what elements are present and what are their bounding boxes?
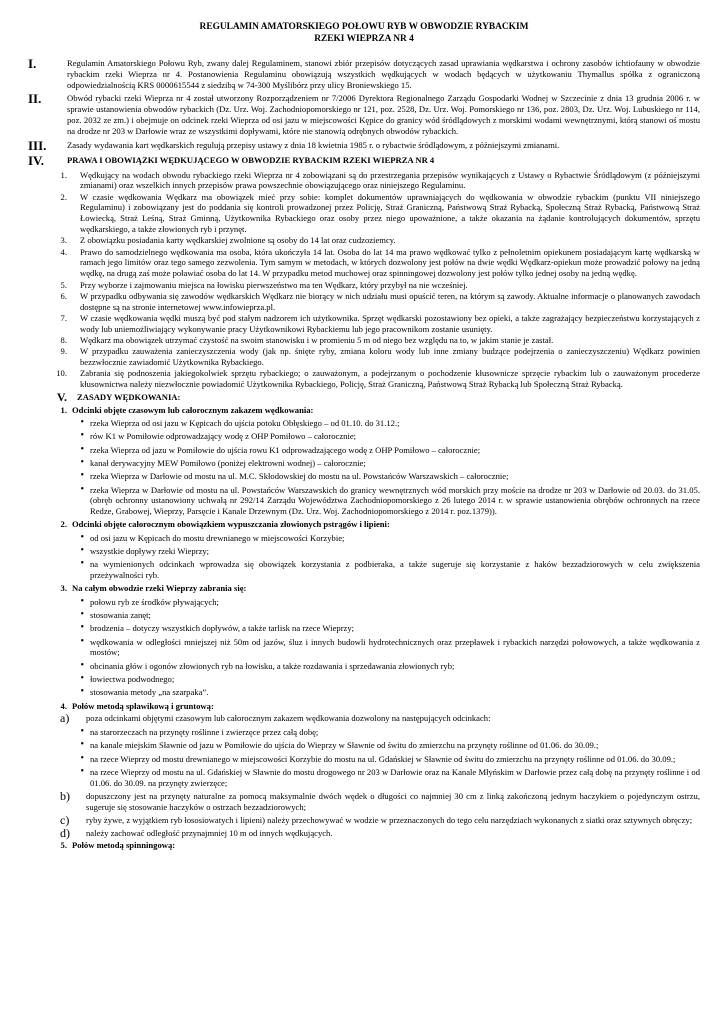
- title-line-2: RZEKI WIEPRZA NR 4: [314, 33, 414, 44]
- rights-item-number-cell: [28, 335, 67, 346]
- rights-item: [28, 346, 700, 368]
- bullet-dot: •: [80, 659, 84, 671]
- subsection-3-title: Na całym obwodzie rzeki Wieprzy zabrania się:: [72, 583, 247, 594]
- bullet-item: [28, 418, 700, 429]
- bullet-dot: •: [80, 765, 84, 777]
- subsection-2-number: 2.: [60, 519, 67, 530]
- rights-item-number-cell: [28, 368, 67, 390]
- bullet-item: [28, 661, 700, 672]
- rights-item-number: 10.: [56, 368, 67, 379]
- rights-item: [28, 280, 700, 291]
- item-a-text: poza odcinkami objętymi czasowym lub całorocznym zakazem wędkowania dozwolony na następujących odcinkach:: [86, 713, 491, 724]
- rights-item-number-cell: [28, 313, 67, 335]
- roman-text: Obwód rybacki rzeki Wieprza nr 4 został utworzony Rozporządzeniem nr 7/2006 Dyrektora Regionalnego Zarządu Gospodarki Wodnej w Szczecinie z dnia 13 grudnia 2006 r. w sprawie ustanowienia obwodów rybackich (Dz. Urz. Woj. Zachodniopomorskiego nr 121, poz. 2528, Dz. Urz. Woj. Pomorskiego nr 136, poz. 2803, Dz. Urz. Woj. Lubuskiego nr 114, poz. 2032 ze zm.) i obejmuje on odcinek rzeki Wieprza od osi jazu w miejscowości Kępice do granicy wód śródlądowych z morskimi wodami wewnętrznymi, którą stanowi oś mostu na drodze nr 203 w Darłowie wraz ze wszystkimi dopływami, które nie stanowią odrębnych obwodów rybackich.: [67, 93, 700, 136]
- rights-item-text: W przypadku odbywania się zawodów wędkarskich Wędkarz nie biorący w nich udziału musi opuścić teren, na którym są zawody. Aktualne informacje o planowanych zawodach dostępne są na stronie internetowej www.infowieprza.pl.: [80, 290, 700, 312]
- rights-item-number: 4.: [60, 246, 67, 257]
- rights-item-text: Przy wyborze i zajmowaniu miejsca na łowisku pierwszeństwo ma ten Wędkarz, który przybył na nie wcześniej.: [80, 279, 468, 290]
- bullet-dot: •: [80, 739, 84, 751]
- rights-item-text: W czasie wędkowania wędki muszą być pod stałym nadzorem ich użytkownika. Sprzęt wędkarski pozostawiony bez opieki, a także zagrażający bezpieczeństwu korzystających z wody lub uniemożliwiający wykonywanie pracy Użytkownikowi Rybackiemu lub jego pracownikom zostanie usunięty.: [80, 312, 700, 334]
- title-line-1: REGULAMIN AMATORSKIEGO POŁOWU RYB W OBWODZIE RYBACKIM: [199, 22, 529, 32]
- bullet-dot: •: [80, 635, 84, 647]
- bullet-item: [28, 559, 700, 581]
- bullet-item: [28, 445, 700, 456]
- bullet-text: rów K1 w Pomiłowie odprowadzający wodę z OHP Pomiłowo – całorocznie;: [90, 431, 357, 442]
- subsection-4-title: Połów metodą spławikową i gruntową:: [72, 700, 214, 711]
- lettered-item-letter: d): [60, 825, 70, 840]
- bullet-dot: •: [80, 686, 84, 698]
- bullet-dot: •: [80, 725, 84, 737]
- rights-item-text: W czasie wędkowania Wędkarz ma obowiązek mieć przy sobie: komplet dokumentów uprawniających do wędkowania w obwodzie rybackim (punktu VII niniejszego Regulaminu) i zobowiązany jest do poddania się kontroli prowadzonej przez Policję, Straż Graniczną, Państwową Straż Rybacką, Społeczną Straż Rybacką, Państwową Straż Łowiecką, Straż Leśną, Straż Gminną, Użytkownika Rybackiego oraz osoby przez niego upoważnione, a także okazania na żądanie kontrolujących dokumentów, sprzętu wędkarskiego, a także złowionych ryb i przynęt.: [80, 191, 700, 235]
- subsection-3-number: 3.: [60, 583, 67, 594]
- rights-item-text: Prawo do samodzielnego wędkowania ma osoba, która ukończyła 14 lat. Osoba do lat 14 ma prawo wędkować tylko z pełnoletnim opiekunem posiadającym kartę wędkarską w ramach jego limitów oraz tego samego zezwolenia. Tym samym w metodach, w których dozwolony jest połów na dwie wędki Wędkarz-opiekun może prowadzić połowy na jedną wędkę, na drugą zaś może poławiać osoba do lat 14. W przypadku metod muchowej oraz spinningowej dozwolony jest połów tylko jednej osoby na jedną wędkę.: [80, 246, 700, 279]
- roman-section: [28, 137, 700, 153]
- section-v-title: ZASADY WĘDKOWANIA:: [77, 392, 181, 403]
- lettered-item: [28, 825, 700, 840]
- roman-number: III.: [28, 137, 47, 153]
- rights-item-number: 9.: [60, 346, 67, 357]
- rights-item: [28, 335, 700, 346]
- roman-text: Regulamin Amatorskiego Połowu Ryb, zwany dalej Regulaminem, stanowi zbiór przepisów dotyczących zasad uprawiania wędkarstwa i ochrony zasobów ichtiofauny w obwodzie rybackim rzeki Wieprza nr 4. Postanowienia Regulaminu obowiązują wszystkich wędkujących w wodach będących w użytkowaniu Thymallus spółka z ograniczoną odpowiedzialnością KRS 0000615544 z siedzibą w 74-300 Myślibórz przy ulicy Broniewskiego 15.: [67, 58, 700, 90]
- item-a-letter: a): [60, 711, 70, 726]
- lettered-item-letter: c): [60, 812, 70, 827]
- bullet-text: rzeka Wieprza od osi jazu w Kępicach do ujścia potoku Obłęskiego – od 01.10. do 31.12.;: [90, 418, 400, 429]
- subsection-5-title: Połów metodą spinningową:: [72, 839, 176, 850]
- rights-item-number-cell: [28, 346, 67, 368]
- bullet-text: łowiectwa podwodnego;: [90, 674, 175, 685]
- rights-item-number: 2.: [60, 191, 67, 202]
- rights-item: [28, 313, 700, 335]
- subsection-5-number: 5.: [60, 839, 67, 850]
- roman-section: [28, 58, 700, 90]
- bullet-text: kanał derywacyjny MEW Pomiłowo (poniżej elektrowni wodnej) – całorocznie;: [90, 458, 366, 468]
- roman-number: II.: [28, 91, 42, 107]
- rights-item-number: 3.: [60, 235, 67, 246]
- bullet-item: [28, 471, 700, 482]
- rights-item: [28, 291, 700, 313]
- rights-item-number-cell: [28, 192, 67, 235]
- bullet-text: stosowania zanęt;: [90, 610, 151, 621]
- roman-section: [28, 152, 700, 168]
- subsection-2-list: [28, 533, 700, 581]
- rights-item-text: W przypadku zauważenia zanieczyszczenia wody (jak np. śnięte ryby, zmiana koloru wody lub inne zmiany budzące podejrzenia o zanieczyszczeniu) Wędkarz powinien bezzwłocznie zawiadomić Użytkownika Rybackiego.: [80, 346, 700, 368]
- rights-item: [28, 235, 700, 246]
- rights-item-text: Wędkujący na wodach obwodu rybackiego rzeki Wieprza nr 4 zobowiązani są do przestrzegania przepisów wynikających z Ustawy o Rybactwie Śródlądowym (z późniejszymi zmianami) oraz wszelkich innych przepisów prawa powszechnie obowiązującego oraz niniejszego Regulaminu.: [80, 169, 700, 191]
- rights-item-text: Z obowiązku posiadania karty wędkarskiej zwolnione są osoby do 14 lat oraz cudzoziemcy.: [80, 235, 396, 246]
- rights-item-number: 1.: [60, 169, 67, 180]
- lettered-item-text: należy zachować odległość przynajmniej 10 m od innych wędkujących.: [86, 827, 333, 838]
- bullet-text: na rzece Wieprzy od mostu na ul. Gdańskiej w Sławnie do mostu drogowego nr 203 w Darłowie oraz na Kanale Młyńskim w Darłowie przez całą dobę na przynęty roślinne i od 01.06. do 30.09. na przynęty zwierzęce;: [90, 766, 700, 788]
- rights-item-text: Wędkarz ma obowiązek utrzymać czystość na swoim stanowisku i w promieniu 5 m od niego bez względu na to, w jakim stanie je zastał.: [80, 335, 554, 346]
- lettered-item-letter-cell: [28, 788, 86, 813]
- rights-item-number: 5.: [60, 279, 67, 290]
- subsection-2-heading: [28, 519, 700, 530]
- subsection-2-title: Odcinki objęte całorocznym obowiązkiem wypuszczania złowionych pstrągów i lipieni:: [72, 519, 390, 530]
- bullet-dot: •: [80, 595, 84, 607]
- bullet-text: na starorzeczach na przynęty roślinne i zwierzęce przez całą dobę;: [90, 726, 319, 737]
- subsection-4-heading: [28, 701, 700, 712]
- bullet-item: [28, 687, 700, 698]
- lettered-item-text: dopuszczony jest na przynęty naturalne za pomocą maksymalnie dwóch wędek o długości co najmniej 30 cm z linką zakończoną jednym haczykiem o pojedynczym ostrzu, sugeruje się stosowanie haczyków o ostrzach bezzadziorowych;: [86, 790, 700, 812]
- roman-text: Zasady wydawania kart wędkarskich regulują przepisy ustawy z dnia 18 kwietnia 1985 r. o rybactwie śródlądowym, z późniejszymi zmianami.: [67, 139, 560, 150]
- lettered-item: [28, 812, 700, 827]
- subsection-1-title: Odcinki objęte czasowym lub całorocznym zakazem wędkowania:: [72, 404, 314, 415]
- lettered-item-letter-cell: [28, 812, 86, 827]
- bullet-text: od osi jazu w Kępicach do mostu drewnianego w miejscowości Korzybie;: [90, 532, 345, 543]
- bullet-text: na kanale miejskim Sławnie od jazu w Pomiłowie do ujścia do Wieprzy w Sławnie od świtu do zmierzchu na przynęty roślinne od 01.06. do 30.09.;: [90, 740, 599, 751]
- bullet-item: [28, 727, 700, 738]
- rights-item-number: 7.: [60, 312, 67, 323]
- section-v-number: V.: [56, 390, 67, 405]
- bullet-dot: •: [80, 609, 84, 621]
- bullet-item: [28, 674, 700, 685]
- roman-sections: [28, 58, 700, 167]
- bullet-dot: •: [80, 752, 84, 764]
- bullet-item: [28, 637, 700, 659]
- rights-item-number-cell: [28, 291, 67, 313]
- bullet-text: na rzece Wieprzy od mostu drewnianego w miejscowości Korzybie do mostu na ul. Gdańskiej w Sławnie od świtu do zmierzchu na przynęty roślinne od 01.06. do 30.09.;: [90, 753, 676, 764]
- bullet-item: [28, 767, 700, 789]
- rights-item-number: 8.: [60, 335, 67, 346]
- roman-text: PRAWA I OBOWIĄZKI WĘDKUJĄCEGO W OBWODZIE RYBACKIM RZEKI WIEPRZA NR 4: [67, 154, 435, 165]
- subsection-3-list: [28, 597, 700, 698]
- subsection-3-heading: [28, 583, 700, 594]
- bullet-item: [28, 754, 700, 765]
- rights-item-number-cell: [28, 235, 67, 246]
- rights-item-number-cell: [28, 280, 67, 291]
- bullet-dot: •: [80, 531, 84, 543]
- rights-item-number-cell: [28, 170, 67, 192]
- subsection-1-number: 1.: [60, 404, 67, 415]
- bullet-item: [28, 546, 700, 557]
- bullet-dot: •: [80, 622, 84, 634]
- roman-number: IV.: [28, 152, 45, 168]
- roman-number: I.: [28, 56, 37, 71]
- rights-item-number: 6.: [60, 290, 67, 301]
- bullet-text: wszystkie dopływy rzeki Wieprzy;: [90, 546, 210, 557]
- bullet-dot: •: [80, 430, 84, 442]
- roman-section: [28, 93, 700, 136]
- bullet-dot: •: [80, 470, 84, 482]
- subsection-5-heading: [28, 840, 700, 851]
- subsection-4-number: 4.: [60, 700, 67, 711]
- bullet-text: rzeka Wieprza w Darłowie od mostu na ul. Powstańców Warszawskich do granicy wewnętrznych wód morskich przy moście na drodze nr 203 w Darłowie od 20.03. do 31.05. (obręb ochronny ustanowiony uchwałą nr 292/14 Zarządu Województwa Zachodniopomorskiego z 26 lutego 2014 r. w sprawie ustanowienia obrębów ochronnych na rzece Redze, Grabowej, Wieprzy, Parsęcie i Kanale Drzewnym (Dz. Urz. Woj. Zachodniopomorskiego z 2014 r. poz.1379)).: [90, 484, 700, 517]
- bullet-item: [28, 740, 700, 751]
- bullet-text: na wymienionych odcinkach wprowadza się obowiązek korzystania z podbieraka, a także sugeruje się korzystanie z haków bezzadziorowych w celu zwiększenia przeżywalności ryb.: [90, 559, 700, 581]
- bullet-text: rzeka Wieprza w Darłowie od mostu na ul. M.C. Skłodowskiej do mostu na ul. Powstańców Warszawskich – całorocznie;: [90, 471, 509, 482]
- rights-list: [28, 170, 700, 390]
- lettered-item-letter-cell: [28, 825, 86, 840]
- bullet-item: [28, 623, 700, 634]
- subsection-4-rest: [28, 788, 700, 840]
- subsection-1-list: [28, 418, 700, 517]
- bullet-dot: •: [80, 443, 84, 455]
- lettered-item: [28, 788, 700, 813]
- rights-item: [28, 170, 700, 192]
- rights-item-number-cell: [28, 247, 67, 279]
- bullet-item: [28, 485, 700, 517]
- lettered-item-text: ryby żywe, z wyjątkiem ryb łososiowatych i lipieni) należy przechowywać w wodzie w przeznaczonych do tego celu narzędziach wykonanych z siatki oraz sztywnych obręczy;: [86, 814, 693, 825]
- bullet-text: rzeka Wieprza od jazu w Pomiłowie do ujścia rowu K1 odprowadzającego wodę z OHP Pomiłowo – całorocznie;: [90, 444, 481, 455]
- document-title: [28, 22, 700, 45]
- bullet-dot: •: [80, 673, 84, 685]
- bullet-text: połowu ryb ze środków pływających;: [90, 596, 219, 607]
- bullet-dot: •: [80, 483, 84, 495]
- bullet-item: [28, 533, 700, 544]
- bullet-item: [28, 458, 700, 469]
- rights-item: [28, 192, 700, 235]
- lettered-item-letter: b): [60, 788, 70, 803]
- subsection-4-item-a: [28, 713, 700, 724]
- bullet-text: stosowania metody „na szarpaka”.: [90, 687, 209, 698]
- rights-item: [28, 368, 700, 390]
- bullet-text: obcinania głów i ogonów złowionych ryb na łowisku, a także rozdawania i sprzedawania złowionych ryb;: [90, 660, 455, 671]
- bullet-text: brodzenia – dotyczy wszystkich dopływów, a także tarlisk na rzece Wieprzy;: [90, 623, 355, 634]
- bullet-dot: •: [80, 558, 84, 570]
- bullet-item: [28, 610, 700, 621]
- bullet-text: wędkowania w odległości mniejszej niż 50m od jazów, śluz i innych budowli hydrotechnicznych oraz przepławek i rybackich narzędzi połowowych, a także wędkowania z mostów;: [90, 636, 700, 658]
- bullet-dot: •: [80, 545, 84, 557]
- bullet-dot: •: [80, 417, 84, 429]
- subsection-1-heading: [28, 405, 700, 416]
- bullet-item: [28, 431, 700, 442]
- rights-item-text: Zabrania się podnoszenia jakiegokolwiek sprzętu rybackiego; o zauważonym, a podejrzanym o pochodzenie kłusownicze sprzęcie rybackim lub o zauważonym procederze kłusownictwa należy niezwłocznie powiadomić Użytkownika Rybackiego, Policję, Straż Graniczną, Państwową Straż Rybacką lub Społeczną Straż Rybacką.: [80, 368, 700, 390]
- section-v-heading: [28, 392, 700, 404]
- subsection-4a-list: [28, 727, 700, 788]
- bullet-item: [28, 597, 700, 608]
- rights-item: [28, 247, 700, 279]
- bullet-dot: •: [80, 457, 84, 468]
